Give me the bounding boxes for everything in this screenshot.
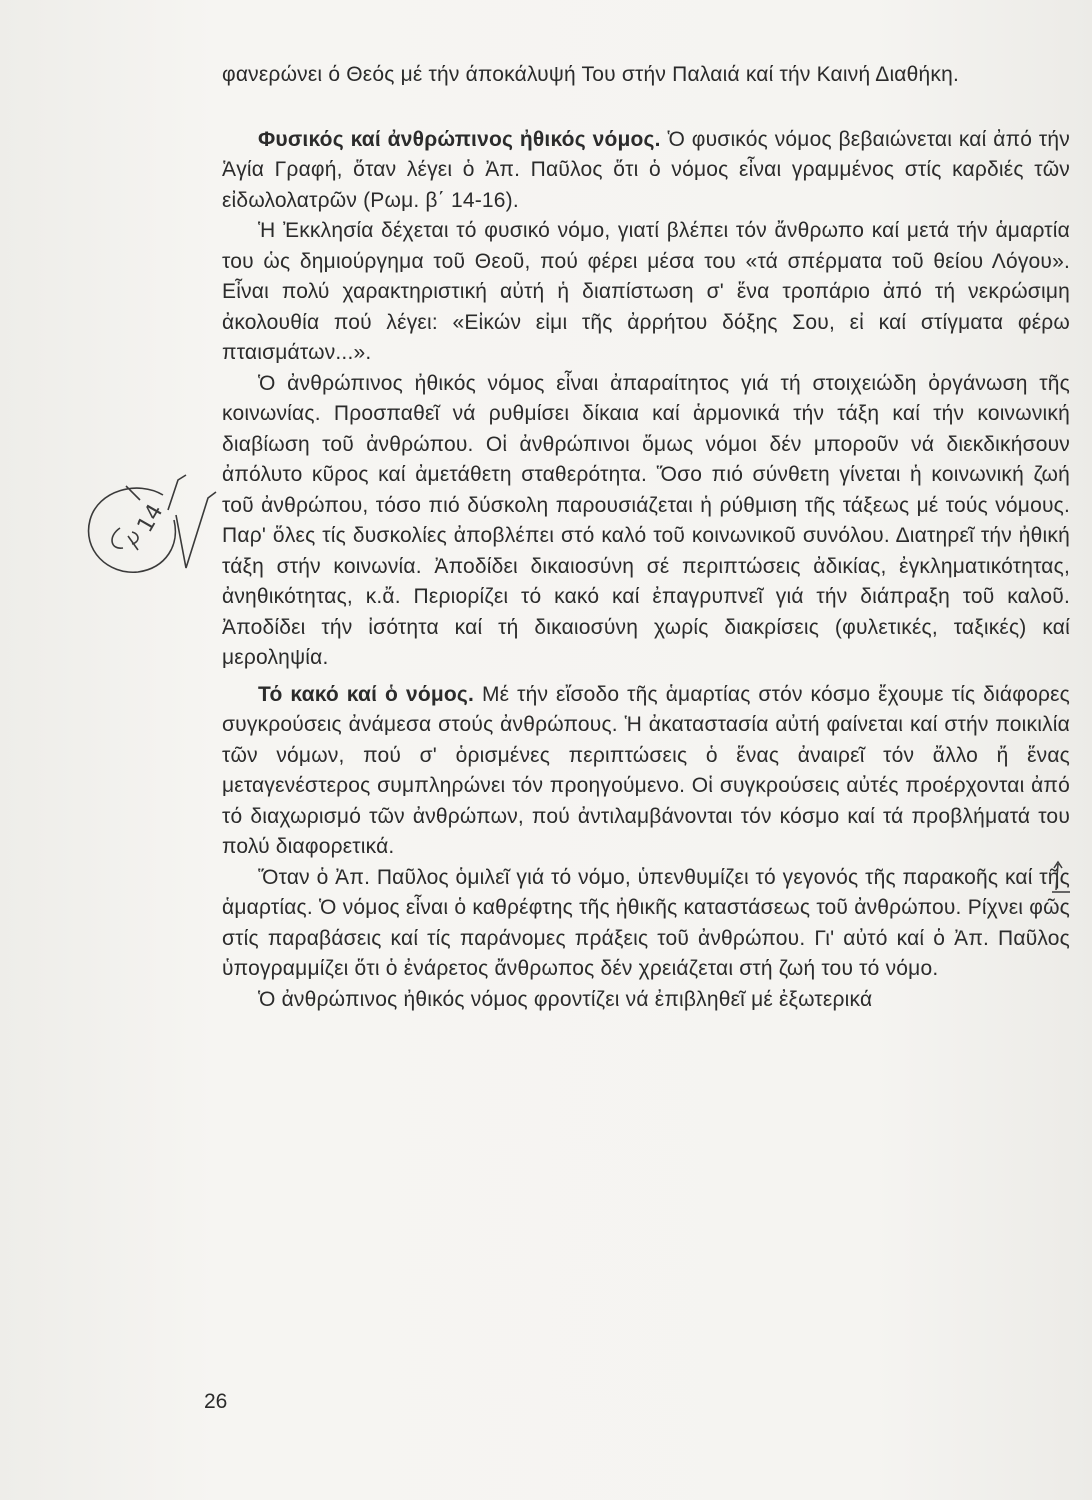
body-text [222, 60, 1070, 1015]
section-natural-law-text: Ὁ φυσικός νόμος βεβαιώνεται καί ἀπό τήν Ἁγία Γραφή, ὅταν λέγει ὁ Ἀπ. Παῦλος ὅτι ὁ νόμος εἶναι γραμμένος στίς καρδιές τῶν εἰδωλολατρῶν (Ρωμ. β΄ 14-16). [222, 127, 1070, 212]
intro-paragraph: φανερώνει ό Θεός μέ τήν άποκάλυψή Του στήν Παλαιά καί τήν Καινή Διαθήκη. [222, 63, 960, 86]
section-evil-law-text: Μέ τήν εἴσοδο τῆς ἁμαρτίας στόν κόσμο ἔχουμε τίς διάφορες συγκρούσεις ἀνάμεσα στούς ἀνθρώπους. Ἡ ἀκαταστασία αὐτή φαίνεται καί στήν ποικιλία τῶν νόμων, πού σ' ὁρισμένες περιπτώσεις ὁ ἕνας ἀναιρεῖ τόν ἄλλο ἤ ἕνας μεταγενέστερος συμπληρώνει τόν προηγούμενο. Οἱ συγκρούσεις αὐτές προέρχονται ἀπό τό διαχωρισμό τῶν ἀνθρώπων, πού ἀντιλαμβάνονται τόν κόσμο καί τά προβλήματά του πολύ διαφορετικά. [222, 682, 1070, 858]
handwritten-annotation [68, 450, 218, 600]
margin-mark-icon [1048, 858, 1078, 898]
church-paragraph: Ἡ Ἐκκλησία δέχεται τό φυσικό νόμο, γιατί βλέπει τόν ἄνθρωπο καί μετά τήν ἁμαρτία του ὡς δημιούργημα τοῦ Θεοῦ, πού φέρει μέσα του «τά σπέρματα τοῦ θείου Λόγου». Εἶναι πολύ χαρακτηριστική αὐτή ἡ διαπίστωση σ' ἕνα τροπάριο ἀπό τή νεκρώσιμη ἀκολουθία πού λέγει: «Εἰκών εἰμι τῆς ἀρρήτου δόξης Σου, εἰ καί στίγματα φέρω πταισμάτων...». [222, 219, 1070, 364]
section-evil-law-paragraph [222, 680, 1070, 863]
human-law-paragraph: Ὁ ἀνθρώπινος ἠθικός νόμος εἶναι ἀπαραίτητος γιά τή στοιχειώδη ὀργάνωση τῆς κοινωνίας. Προσπαθεῖ νά ρυθμίσει δίκαια καί ἁρμονικά τήν τάξη καί τήν κοινωνική διαβίωση τοῦ ἀνθρώπου. Οἱ ἀνθρώπινοι ὅμως νόμοι δέν μποροῦν νά διεκδικήσουν ἀπόλυτο κῦρος καί ἀμετάθετη σταθερότητα. Ὅσο πιό σύνθετη γίνεται ἡ κοινωνική ζωή τοῦ ἀνθρώπου, τόσο πιό δύσκολη παρουσιάζεται ἡ ρύθμιση τῆς τάξεως μέ τούς νόμους. Παρ' ὅλες τίς δυσκολίες ἀποβλέπει στό καλό τοῦ κοινωνικοῦ συνόλου. Διατηρεῖ τήν ἠθική τάξη στήν κοινωνία. Ἀποδίδει δικαιοσύνη σέ περιπτώσεις ἀδικίας, ἐγκληματικότητας, ἀνηθικότητας, κ.ἄ. Περιορίζει τό κακό καί ἐπαγρυπνεῖ γιά τήν διάπραξη τοῦ καλοῦ. Ἀποδίδει τήν ἰσότητα καί τή δικαιοσύνη χωρίς διακρίσεις (φυλετικές, ταξικές) καί μεροληψία. [222, 371, 1070, 669]
section-natural-law-paragraph [222, 125, 1070, 217]
section-heading-natural-law: Φυσικός καί ἀνθρώπινος ἠθικός νόμος. [258, 127, 661, 151]
handwritten-number: 14 [132, 500, 169, 537]
closing-paragraph: Ὁ ἀνθρώπινος ἠθικός νόμος φροντίζει νά ἐπιβληθεῖ μέ ἐξωτερικά [258, 987, 873, 1011]
paul-paragraph: Ὅταν ὁ Ἀπ. Παῦλος ὁμιλεῖ γιά τό νόμο, ὑπενθυμίζει τό γεγονός τῆς παρακοῆς καί τῆς ἁμαρτίας. Ὁ νόμος εἶναι ὁ καθρέφτης τῆς ἠθικῆς καταστάσεως τοῦ ἀνθρώπου. Ρίχνει φῶς στίς παραβάσεις καί τίς παράνομες πράξεις τοῦ ἀνθρώπου. Γι' αὐτό καί ὁ Ἀπ. Παῦλος ὑπογραμμίζει ὅτι ὁ ἐνάρετος ἄνθρωπος δέν χρειάζεται στή ζωή του τό νόμο. [222, 865, 1070, 980]
page-number: 26 [204, 1390, 228, 1413]
section-heading-evil-law: Τό κακό καί ὁ νόμος. [258, 682, 475, 706]
